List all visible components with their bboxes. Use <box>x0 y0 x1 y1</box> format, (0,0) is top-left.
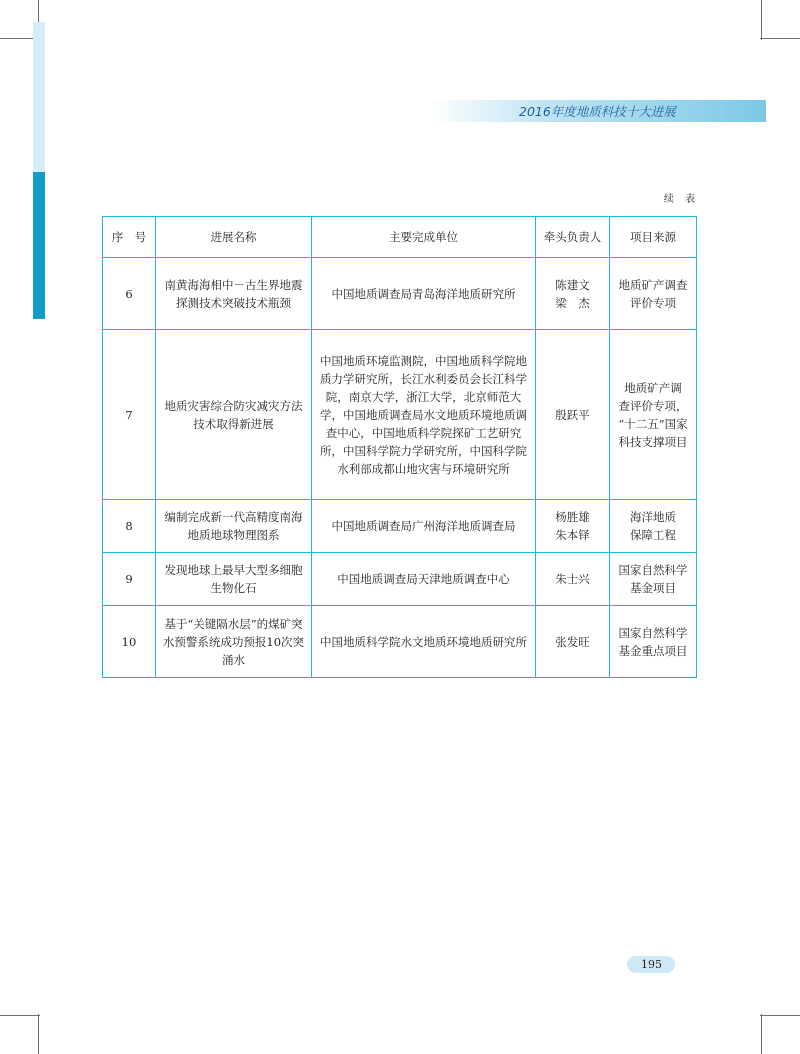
leader-cell <box>536 330 610 500</box>
source-line: 查评价专项， <box>618 398 688 413</box>
leader-name: 梁 杰 <box>555 295 590 310</box>
source-cell <box>610 330 697 500</box>
column-header: 项目来源 <box>610 217 697 258</box>
leader-cell <box>536 606 610 678</box>
page-number: 195 <box>641 958 662 971</box>
leader-cell <box>536 500 610 553</box>
leader-name: 杨胜雄 <box>555 510 590 524</box>
source-line: 保障工程 <box>630 528 676 542</box>
source-line: 基金项目 <box>630 581 676 595</box>
progress-name: 发现地球上最早大型多细胞生物化石 <box>156 553 312 606</box>
leader-cell <box>536 553 610 606</box>
source-line: “十二五”国家 <box>618 416 688 431</box>
source-cell <box>610 606 697 678</box>
progress-name: 编制完成新一代高精度南海地质地球物理图系 <box>156 500 312 553</box>
source-line: 评价专项 <box>630 295 676 310</box>
table-row <box>103 258 697 330</box>
running-header-title: 2016年度地质科技十大进展 <box>519 104 676 119</box>
source-line: 国家自然科学 <box>618 625 688 640</box>
source-cell <box>610 258 697 330</box>
progress-table <box>102 216 697 678</box>
completing-unit: 中国地质调查局广州海洋地质调查局 <box>312 500 536 553</box>
completing-unit: 中国地质环境监测院，中国地质科学院地质力学研究所，长江水利委员会长江科学院，南京大学，浙江大学，北京师范大学，中国地质调查局水文地质环境地质调查中心，中国地质科学院探矿工艺研究所，中国科学院力学研究所，中国科学院水利部成都山地灾害与环境研究所 <box>312 330 536 500</box>
progress-name: 基于“关键隔水层”的煤矿突水预警系统成功预报10次突涌水 <box>156 606 312 678</box>
crop-mark <box>761 1014 762 1054</box>
column-header: 主要完成单位 <box>312 217 536 258</box>
progress-name: 南黄海海相中－古生界地震探测技术突破技术瓶颈 <box>156 258 312 330</box>
source-line: 地质矿产调查 <box>618 277 688 292</box>
source-line: 海洋地质 <box>630 510 676 524</box>
crop-mark <box>760 38 800 39</box>
leader-name: 殷跃平 <box>555 407 590 422</box>
crop-mark <box>0 1015 40 1016</box>
continued-label: 续 表 <box>663 194 699 205</box>
column-header: 序 号 <box>103 217 156 258</box>
side-bar-light <box>33 22 45 172</box>
column-header: 牵头负责人 <box>536 217 610 258</box>
table-row <box>103 553 697 606</box>
table-row <box>103 330 697 500</box>
source-line: 地质矿产调 <box>624 380 682 395</box>
side-bar-dark <box>33 172 45 319</box>
progress-name: 地质灾害综合防灾减灾方法技术取得新进展 <box>156 330 312 500</box>
crop-mark <box>761 0 762 40</box>
crop-mark <box>38 1014 39 1054</box>
leader-name: 朱士兴 <box>555 572 590 586</box>
row-number: 8 <box>103 500 156 553</box>
row-number: 7 <box>103 330 156 500</box>
column-header: 进展名称 <box>156 217 312 258</box>
row-number: 6 <box>103 258 156 330</box>
leader-name: 陈建文 <box>555 277 590 292</box>
row-number: 10 <box>103 606 156 678</box>
leader-cell <box>536 258 610 330</box>
table-row <box>103 606 697 678</box>
source-line: 基金重点项目 <box>618 643 688 658</box>
source-cell <box>610 500 697 553</box>
table-row <box>103 500 697 553</box>
row-number: 9 <box>103 553 156 606</box>
leader-name: 朱本铎 <box>555 528 590 542</box>
completing-unit: 中国地质科学院水文地质环境地质研究所 <box>312 606 536 678</box>
completing-unit: 中国地质调查局天津地质调查中心 <box>312 553 536 606</box>
completing-unit: 中国地质调查局青岛海洋地质研究所 <box>312 258 536 330</box>
source-line: 国家自然科学 <box>618 563 688 577</box>
source-cell <box>610 553 697 606</box>
leader-name: 张发旺 <box>555 634 590 649</box>
crop-mark <box>760 1015 800 1016</box>
table-header-row <box>103 217 697 258</box>
source-line: 科技支撑项目 <box>618 434 688 449</box>
